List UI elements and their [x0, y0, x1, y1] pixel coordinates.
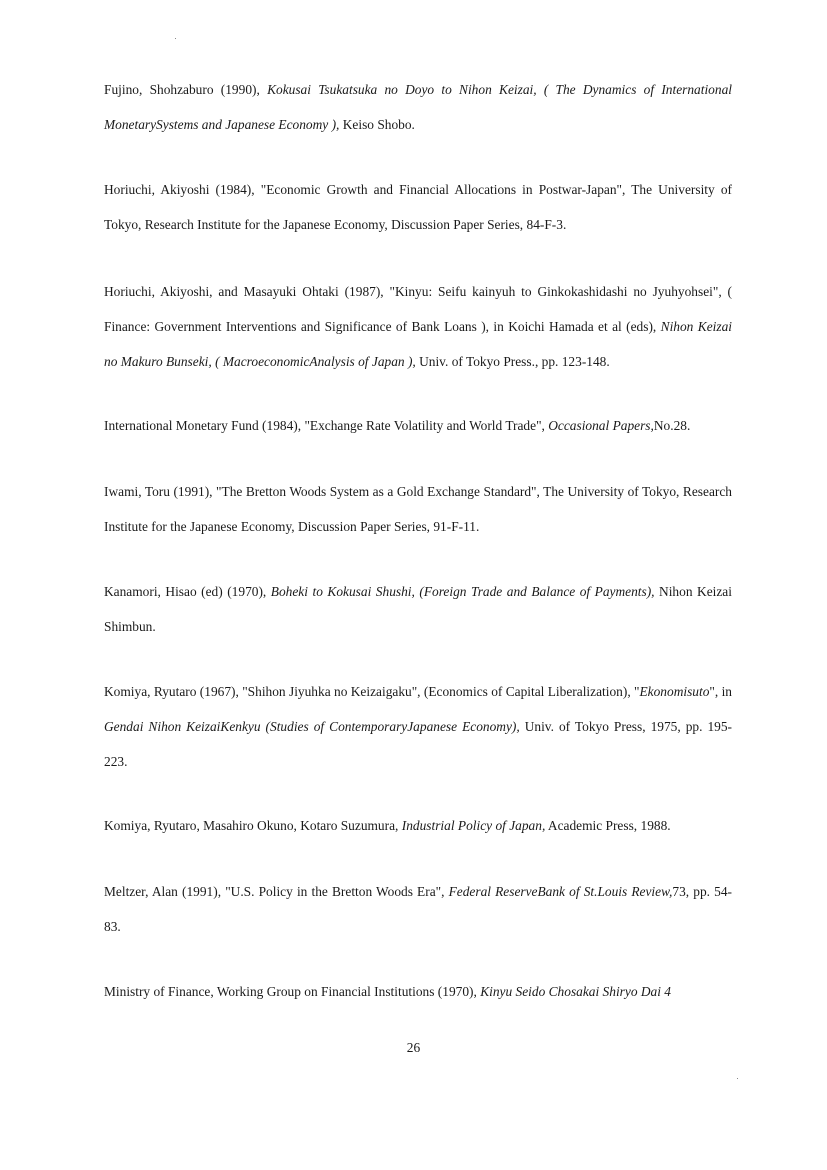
reference-text: Univ. of Tokyo Press, 1975, pp. 195-223.: [104, 719, 732, 769]
reference-text: International Monetary Fund (1984), "Exchange Rate Volatility and World Trade",: [104, 418, 549, 433]
reference-text: Meltzer, Alan (1991), "U.S. Policy in the Bretton Woods Era",: [104, 884, 449, 899]
scan-speck: [737, 1078, 738, 1079]
reference-title-italic: Kokusai Tsukatsuka no Doyo to Nihon Keizai, ( The Dynamics of International MonetarySystems and Japanese Economy ),: [104, 82, 732, 132]
reference-text: Horiuchi, Akiyoshi, and Masayuki Ohtaki (1987), "Kinyu: Seifu kainyuh to Ginkokashidashi no Jyuhyohsei", ( Finance: Government Interventions and Significance of Bank Loans ), in Koichi Hamada et al (eds),: [104, 284, 732, 334]
reference-title-italic: Federal ReserveBank of St.Louis Review,: [448, 884, 673, 899]
reference-entry: [104, 574, 732, 644]
reference-title-italic: Gendai Nihon KeizaiKenkyu (Studies of ContemporaryJapanese Economy),: [104, 719, 520, 734]
reference-entry: [104, 408, 732, 443]
reference-text: 73, pp. 54-83.: [104, 884, 732, 934]
reference-title-italic: Occasional Papers,: [548, 418, 654, 433]
reference-text: No.28.: [653, 418, 691, 433]
reference-text: Kanamori, Hisao (ed) (1970),: [104, 584, 271, 599]
reference-entry: [104, 874, 732, 944]
reference-title-italic: Ekonomisuto: [639, 684, 710, 699]
reference-text: Ministry of Finance, Working Group on Financial Institutions (1970),: [104, 984, 481, 999]
reference-title-italic: Nihon Keizai no Makuro Bunseki, ( MacroeconomicAnalysis of Japan ),: [104, 319, 732, 369]
reference-title-italic: Kinyu Seido Chosakai Shiryo Dai 4: [480, 984, 671, 999]
reference-entry: [104, 274, 732, 379]
reference-text: Iwami, Toru (1991), "The Bretton Woods System as a Gold Exchange Standard", The University of Tokyo, Research Institute for the Japanese Economy, Discussion Paper Series, 91-F-11.: [104, 484, 732, 534]
reference-text: ", in: [709, 684, 732, 699]
reference-entry: [104, 674, 732, 779]
reference-entry: [104, 974, 732, 1009]
reference-text: Academic Press, 1988.: [545, 818, 671, 833]
reference-text: Komiya, Ryutaro, Masahiro Okuno, Kotaro Suzumura,: [104, 818, 402, 833]
reference-text: Univ. of Tokyo Press., pp. 123-148.: [415, 354, 610, 369]
reference-text: Nihon Keizai Shimbun.: [104, 584, 732, 634]
reference-text: Keiso Shobo.: [339, 117, 415, 132]
reference-text: Fujino, Shohzaburo (1990),: [104, 82, 268, 97]
scan-speck: [175, 38, 176, 39]
reference-entry: [104, 172, 732, 242]
reference-title-italic: Industrial Policy of Japan,: [401, 818, 546, 833]
reference-entry: [104, 474, 732, 544]
reference-text: Komiya, Ryutaro (1967), "Shihon Jiyuhka no Keizaigaku", (Economics of Capital Liberalization), ": [104, 684, 640, 699]
reference-title-italic: Boheki to Kokusai Shushi, (Foreign Trade and Balance of Payments),: [270, 584, 655, 599]
reference-text: Horiuchi, Akiyoshi (1984), "Economic Growth and Financial Allocations in Postwar-Japan", The University of Tokyo, Research Institute for the Japanese Economy, Discussion Paper Series, 84-F-3.: [104, 182, 732, 232]
reference-entry: [104, 808, 732, 843]
page-number: 26: [406, 1040, 421, 1055]
reference-entry: [104, 72, 732, 142]
